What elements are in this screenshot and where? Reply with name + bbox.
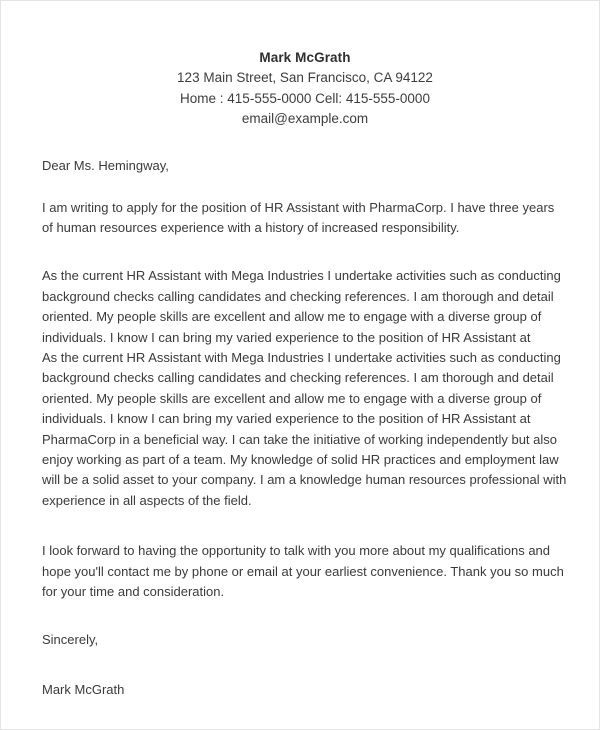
sender-address: 123 Main Street, San Francisco, CA 94122 xyxy=(177,70,433,85)
paragraph-experience-first: As the current HR Assistant with Mega Industries I undertake activities such as conducting background checks calling candidates and checking references. I am thorough and detail oriented. My people skills are excellent and allow me to engage with a diverse group of individuals. I know I can bring my varied experience to the position of HR Assistant at xyxy=(42,268,561,345)
spacer-before-signature xyxy=(42,650,568,680)
signature-name: Mark McGrath xyxy=(42,682,125,698)
spacer-before-closing xyxy=(42,511,568,541)
spacer-after-intro xyxy=(42,238,568,266)
paragraph-intro: I am writing to apply for the position of HR Assistant with PharmaCorp. I have three years of human resources experience with a history of increased responsibility. xyxy=(42,199,555,235)
signoff: Sincerely, xyxy=(42,632,99,648)
sender-name: Mark McGrath xyxy=(259,50,351,65)
letterhead xyxy=(42,47,568,130)
spacer-before-signoff xyxy=(42,602,568,630)
sender-phone-numbers: Home : 415-555-0000 Cell: 415-555-0000 xyxy=(180,90,430,106)
sender-email: email@example.com xyxy=(241,111,369,126)
cover-letter xyxy=(1,1,599,700)
salutation: Dear Ms. Hemingway, xyxy=(42,157,169,173)
paragraph-experience-second: As the current HR Assistant with Mega Industries I undertake activities such as conducting background checks calling candidates and checking references. I am thorough and detail oriented. My people skills are excellent and allow me to engage with a diverse group of individuals. I know I can bring my varied experience to the position of HR Assistant at PharmaCorp in a beneficial way. I can take the initiative of working independently but also enjoy working as part of a team. My knowledge of solid HR practices and employment law will be a solid asset to your company. I am a knowledge human resources professional with experience in all aspects of the field. xyxy=(42,349,567,508)
paragraph-closing: I look forward to having the opportunity to talk with you more about my qualifications and hope you'll contact me by phone or email at your earliest convenience. Thank you so much for your time and consideration. xyxy=(42,543,564,599)
spacer-after-salutation xyxy=(42,176,568,198)
